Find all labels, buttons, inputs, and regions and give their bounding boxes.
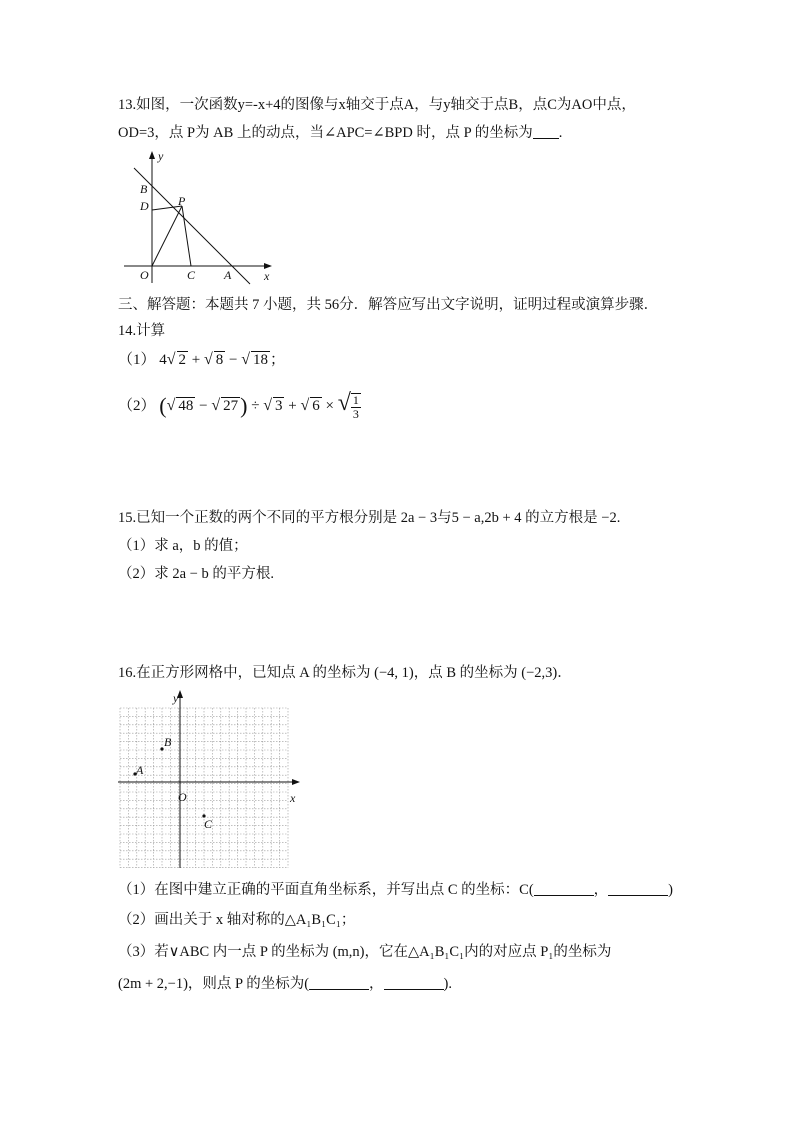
q14-p2-denominator: 3 — [352, 406, 359, 421]
q16-p-y-blank — [384, 975, 444, 990]
q14-p1-label: （1） — [118, 352, 156, 368]
q16-label-A: A — [136, 763, 144, 777]
q14-p2-radicand2: 27 — [223, 398, 239, 414]
q13-line1: 13.如图，一次函数y=-x+4的图像与x轴交于点A，与y轴交于点B，点C为AO中点， — [118, 97, 636, 113]
q14-part2: （2） (√ 48 − √ 27) ÷ √ 3 + √ 6 × √ $\frac{1}{3}$ — [118, 390, 359, 421]
q16-p4-end: ). — [443, 976, 452, 992]
q16-p4-text: (2m + 2,−1)，则点 P 的坐标为( — [118, 976, 310, 992]
q14-p1-end: ； — [270, 352, 286, 368]
q15-part2: （2）求 2a − b 的平方根. — [118, 566, 274, 582]
q14-p2-div: ÷ — [251, 398, 260, 414]
q16-p4-sep: ， — [369, 976, 384, 992]
q16-label-x: x — [290, 791, 296, 805]
q14-p2-radicand4: 6 — [312, 398, 320, 414]
q16-p1-sep: ， — [593, 882, 609, 898]
q14-p1-radicand1: 2 — [178, 352, 187, 368]
q13-figure — [118, 148, 278, 288]
q13-label-A: A — [224, 268, 232, 282]
q16-label-C: C — [204, 817, 213, 831]
q16-label-B: B — [164, 735, 172, 749]
q13-line2-end: . — [558, 125, 563, 141]
q13-answer-blank — [533, 124, 559, 139]
q16-part3: （3）若∨ABC 内一点 P 的坐标为 (m,n)，它在△A₁B₁C₁内的对应点 P₁的坐标为 — [118, 944, 612, 960]
q13-label-C: C — [187, 268, 196, 282]
q16-part2: （2）画出关于 x 轴对称的△A₁B₁C₁； — [118, 912, 356, 928]
q14-part1: （1） 4√ 2 + √ 8 − √ 18 ； — [118, 351, 286, 368]
q14-p1-op1: + — [191, 352, 201, 368]
q16-label-y: y — [173, 691, 179, 705]
q14-p2-label: （2） — [118, 398, 156, 414]
q16-p1-text: （1）在图中建立正确的平面直角坐标系，并写出点 C 的坐标：C( — [118, 882, 534, 898]
q16-c-y-blank — [608, 881, 668, 896]
q16-part4 — [118, 974, 452, 994]
q14-p1-coef: 4 — [159, 352, 167, 368]
q16-line1: 16.在正方形网格中，已知点 A 的坐标为 (−4, 1)，点 B 的坐标为 (−2,3)． — [118, 665, 572, 681]
q14-title: 14.计算 — [118, 323, 166, 339]
q14-p1-op2: − — [229, 352, 238, 368]
q14-p2-numerator: 1 — [352, 392, 359, 407]
q14-p2-radicand1: 48 — [178, 398, 194, 414]
q13-label-O: O — [140, 268, 149, 282]
q16-c-x-blank — [534, 881, 594, 896]
q14-p2-op1: − — [199, 398, 208, 414]
q16-p1-end: ) — [668, 882, 674, 898]
q14-p2-times: × — [325, 398, 334, 414]
q13-label-D: D — [140, 199, 149, 213]
q16-grid-figure — [110, 688, 310, 873]
q13-line2 — [118, 123, 562, 143]
q14-p1-radicand2: 8 — [215, 352, 224, 368]
q16-p-x-blank — [309, 975, 369, 990]
q16-part1 — [118, 880, 673, 900]
q14-p1-radicand3: 18 — [253, 352, 269, 368]
q13-line2-text: OD=3，点 P为 AB 上的动点，当∠APC=∠BPD 时，点 P 的坐标为 — [118, 125, 533, 141]
q16-grid — [120, 708, 288, 868]
q13-label-P: P — [178, 194, 186, 208]
q14-p2-radicand3: 3 — [274, 398, 283, 414]
q15-part1: （1）求 a，b 的值； — [118, 538, 248, 554]
q13-label-x: x — [264, 269, 270, 283]
section-3-heading: 三、解答题：本题共 7 小题，共 56分．解答应写出文字说明，证明过程或演算步骤． — [118, 297, 659, 313]
q14-p2-fraction — [351, 393, 361, 421]
q14-p2-plus: + — [288, 398, 297, 414]
q16-label-O: O — [178, 790, 187, 804]
q15-line1: 15.已知一个正数的两个不同的平方根分别是 2a − 3与5 − a,2b + 4 的立方根是 −2. — [118, 510, 621, 526]
q13-label-y: y — [158, 149, 164, 163]
q13-label-B: B — [140, 182, 148, 196]
